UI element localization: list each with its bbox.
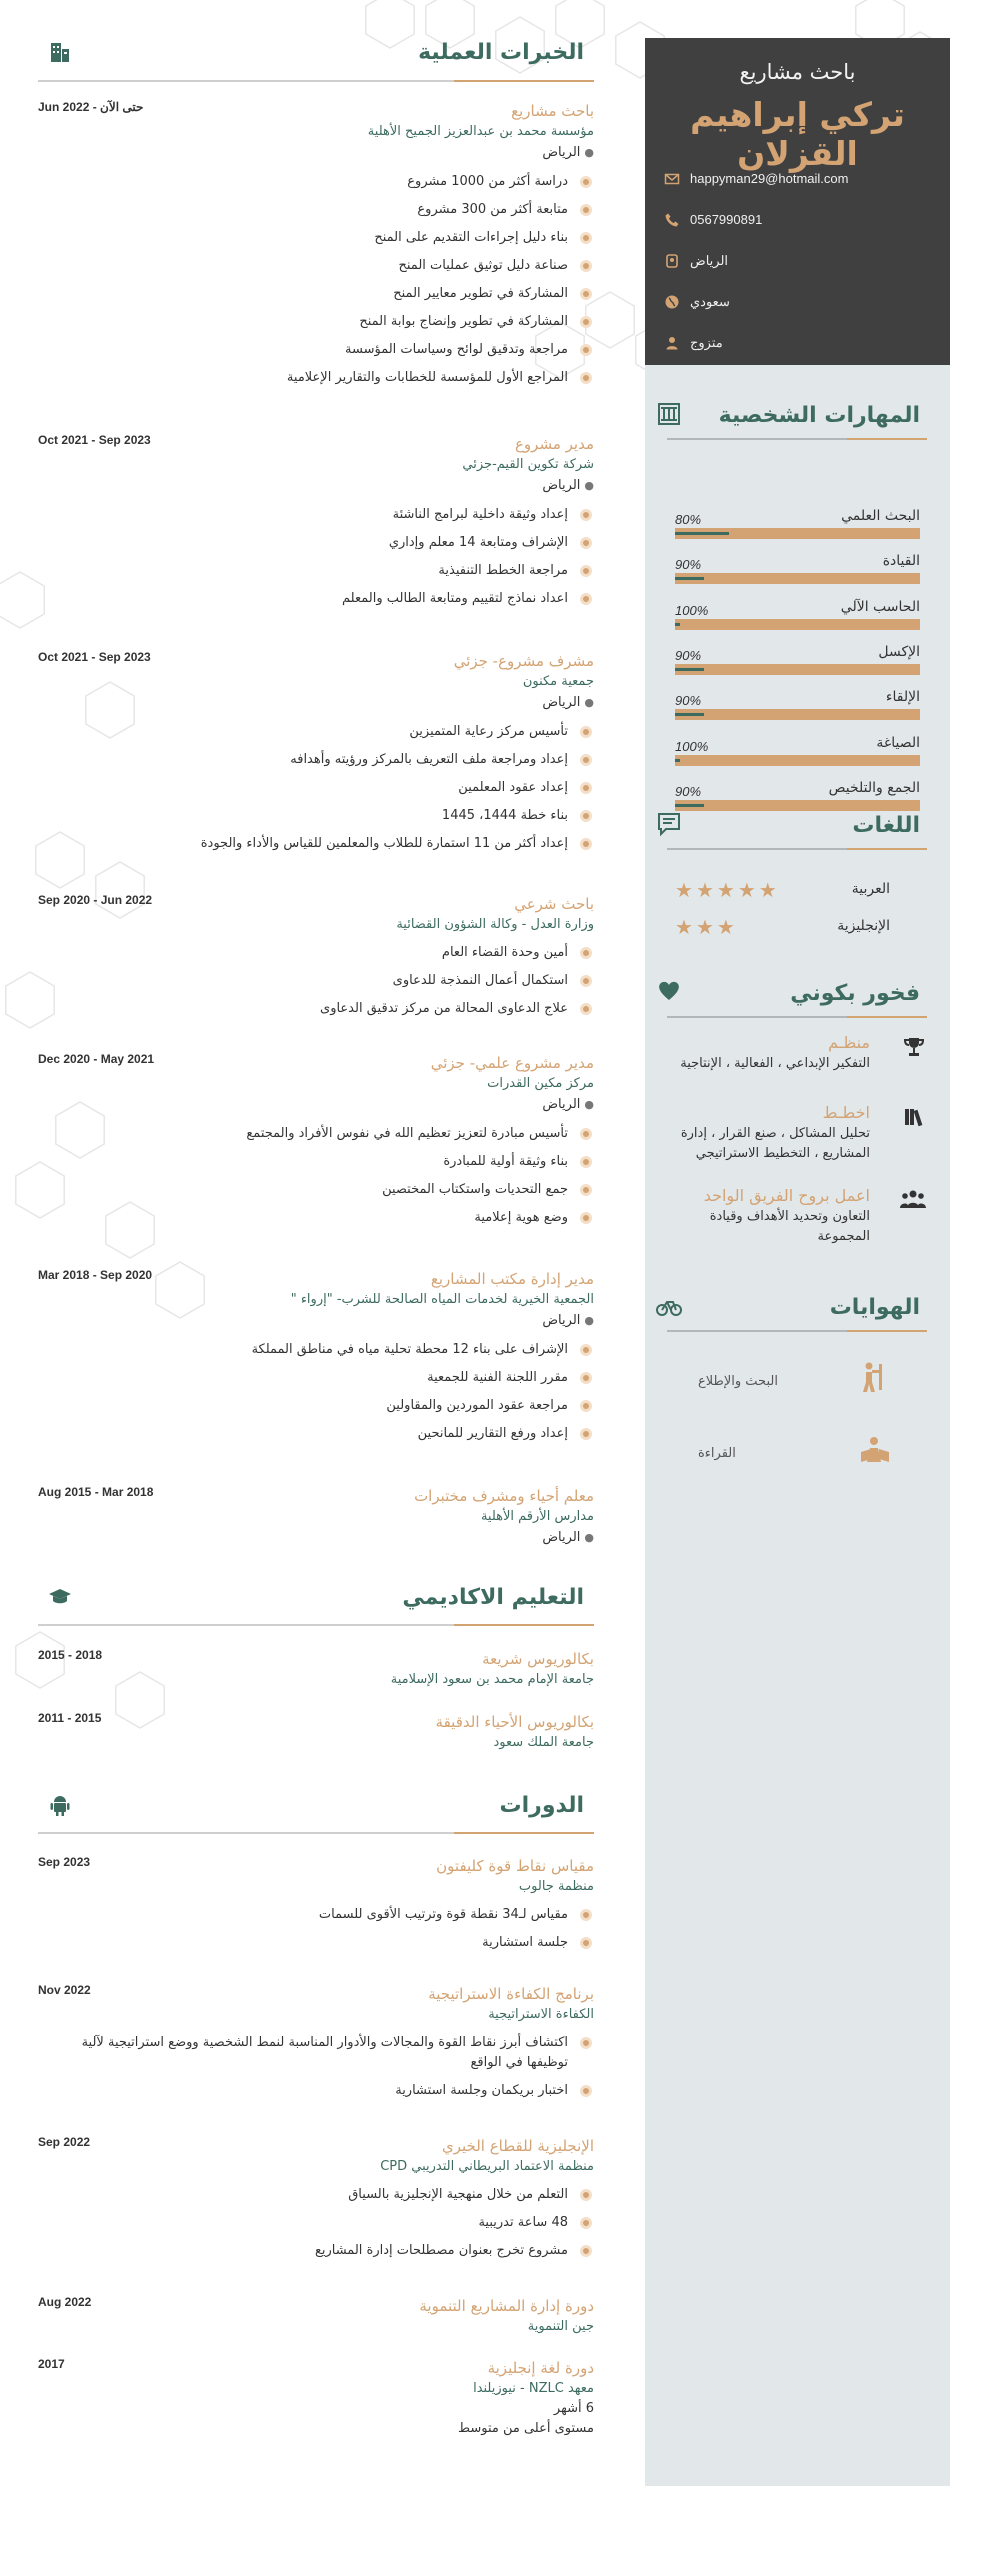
bullet-dot-icon — [580, 2037, 592, 2049]
hobbies-rule — [667, 1330, 927, 1332]
skill-bar-fill — [675, 713, 704, 716]
bullet-dot-icon — [580, 810, 592, 822]
contact-location-text: الرياض — [690, 252, 729, 268]
bullet-item — [38, 2081, 594, 2101]
contact-nationality — [664, 281, 934, 322]
star-icon: ★ — [716, 878, 738, 902]
star-icon — [738, 915, 759, 939]
education-entry — [38, 1711, 594, 1753]
bullet-dot-icon — [580, 782, 592, 794]
experience-title: الخبرات العملية — [418, 40, 584, 65]
contact-email-text: happyman29@hotmail.com — [690, 171, 849, 186]
bullet-dot-icon — [580, 316, 592, 328]
bullet-item — [38, 1905, 594, 1925]
bullet-text: اعداد نماذج لتقييم ومتابعة الطالب والمعلم — [342, 591, 568, 606]
heart-icon — [655, 976, 683, 1004]
bullet-text: مراجعة وتدقيق لوائح وسياسات المؤسسة — [345, 342, 568, 357]
bullet-text: مراجعة عقود الموردين والمقاولين — [386, 1398, 568, 1413]
bullet-dot-icon — [580, 754, 592, 766]
contact-phone[interactable] — [664, 199, 934, 240]
skill-bar-fill — [675, 577, 704, 580]
bullet-list — [38, 172, 594, 388]
language-label: الإنجليزية — [837, 918, 890, 934]
buildings-icon — [48, 40, 72, 64]
bullet-item — [38, 971, 594, 991]
entry-title: دورة لغة إنجليزية — [487, 2359, 594, 2377]
bullet-text: أمين وحدة القضاء العام — [441, 945, 568, 960]
pride-item-desc: التفكير الإبداعي ، الفعالية ، الإنتاجية — [680, 1056, 870, 1071]
bullet-dot-icon — [580, 2189, 592, 2201]
hexagon-shape — [366, 0, 414, 48]
bullet-item — [38, 999, 594, 1019]
bullet-dot-icon — [580, 232, 592, 244]
bullet-text: مقياس لـ34 نقطة قوة وترتيب الأقوى للسمات — [318, 1907, 568, 1922]
bullet-text: صناعة دليل توثيق عمليات المنح — [398, 258, 568, 273]
bullet-text: اكتشاف أبرز نقاط القوة والمجالات والأدوار المناسبة لنمط الشخصية ووضع استراتيجية لآلية توظيفها في الواقع — [81, 2035, 568, 2070]
bullet-dot-icon — [580, 2245, 592, 2257]
entry-location — [38, 142, 594, 164]
bullet-list — [38, 2185, 594, 2261]
bullet-dot-icon — [580, 1156, 592, 1168]
skill-bar-track — [675, 664, 920, 675]
bullet-list — [38, 505, 594, 609]
education-rule — [38, 1624, 594, 1626]
pride-item-organized — [670, 1033, 870, 1074]
bullet-item — [38, 1396, 594, 1416]
bullet-text: استكمال أعمال النمذجة للدعاوى — [392, 973, 568, 988]
course-entry — [38, 1855, 594, 1961]
bullet-item — [38, 1424, 594, 1444]
entry-organization: الكفاءة الاستراتيجية — [488, 2007, 594, 2022]
bullet-text: إعداد وثيقة داخلية لبرامج الناشئة — [392, 507, 568, 522]
entry-location-text: الرياض — [542, 478, 581, 493]
globe-icon — [664, 294, 680, 310]
search-person-icon — [857, 1360, 893, 1396]
star-icon — [759, 915, 780, 939]
bullet-text: التعلم من خلال منهجية الإنجليزية بالسياق — [348, 2187, 568, 2202]
bullet-item — [38, 1208, 594, 1228]
contact-marital-text: متزوج — [690, 334, 723, 350]
bullet-item — [38, 200, 594, 220]
skill-label: الجمع والتلخيص — [828, 780, 920, 796]
entry-date: Sep 2023 — [38, 1855, 91, 1869]
bullet-text: إعداد ومراجعة ملف التعريف بالمركز ورؤيته وأهدافه — [290, 752, 568, 767]
bullet-dot-icon — [580, 204, 592, 216]
star-icon: ★ — [695, 878, 717, 902]
entry-title: باحث شرعي — [514, 895, 594, 913]
bullet-item — [38, 284, 594, 304]
entry-organization: منظمة الاعتماد البريطاني التدريبي CPD — [380, 2159, 594, 2174]
experience-entry — [38, 650, 594, 862]
skill-bar-track — [675, 755, 920, 766]
bullet-text: بناء وثيقة أولية للمبادرة — [443, 1154, 568, 1169]
entry-location — [38, 1094, 594, 1116]
entry-date: Oct 2021 - Sep 2023 — [38, 650, 151, 664]
bullet-list — [38, 2033, 594, 2101]
hobby-item-reading: القراءة — [698, 1446, 736, 1461]
skill-label: القيادة — [882, 553, 920, 569]
entry-date: Dec 2020 - May 2021 — [38, 1052, 155, 1066]
skill-item — [675, 553, 920, 593]
entry-title: مدير مشروع علمي- جزئي — [430, 1054, 594, 1072]
entry-date: Jun 2022 - حتى الآن — [38, 100, 144, 114]
bullet-dot-icon — [580, 1937, 592, 1949]
bullet-text: بناء خطة 1444، 1445 — [441, 808, 568, 823]
bullet-item — [38, 722, 594, 742]
entry-date: 2011 - 2015 — [38, 1711, 102, 1725]
bullet-item — [38, 1340, 594, 1360]
entry-organization: الجمعية الخيرية لخدمات المياه الصالحة للشرب- "إرواء " — [290, 1292, 594, 1307]
bullet-item — [38, 256, 594, 276]
entry-title: مدير إدارة مكتب المشاريع — [430, 1270, 594, 1288]
skill-percent: 90% — [675, 557, 702, 572]
skill-bar-track — [675, 619, 920, 630]
bullet-item — [38, 561, 594, 581]
bullet-item — [38, 1124, 594, 1144]
bullet-text: جمع التحديات واستكتاب المختصين — [382, 1182, 568, 1197]
pin-icon: ● — [584, 1314, 594, 1327]
bullet-text: إعداد عقود المعلمين — [458, 780, 568, 795]
trophy-icon — [900, 1035, 926, 1061]
skill-bar-fill — [675, 623, 680, 626]
bullet-text: متابعة أكثر من 300 مشروع — [417, 202, 568, 217]
skill-percent: 90% — [675, 693, 702, 708]
team-icon — [900, 1188, 926, 1214]
bullet-item — [38, 806, 594, 826]
bullet-item — [38, 1933, 594, 1953]
pin-icon: ● — [584, 1098, 594, 1111]
entry-date: Aug 2022 — [38, 2295, 92, 2309]
bullet-item — [38, 834, 594, 854]
entry-organization: شركة تكوين القيم-جزئي — [462, 457, 594, 472]
bullet-text: مقرر اللجنة الفنية للجمعية — [427, 1370, 568, 1385]
entry-organization: جمعية مكنون — [522, 674, 594, 689]
skill-percent: 90% — [675, 784, 702, 799]
pride-item-title: اعمل بروح الفريق الواحد — [703, 1186, 870, 1205]
pride-item-teamwork — [670, 1186, 870, 1247]
bullet-text: بناء دليل إجراءات التقديم على المنح — [374, 230, 568, 245]
entry-location — [38, 1527, 594, 1549]
star-icon: ★ — [675, 915, 696, 939]
entry-date: Mar 2018 - Sep 2020 — [38, 1268, 153, 1282]
skill-item — [675, 508, 920, 548]
sidebar — [645, 38, 950, 2486]
skill-label: الإلقاء — [885, 689, 920, 705]
bullet-list — [38, 1340, 594, 1444]
entry-organization: جين التنموية — [527, 2319, 594, 2334]
bullet-text: المراجع الأول للمؤسسة للخطابات والتقارير الإعلامية — [286, 370, 568, 385]
bullet-dot-icon — [580, 947, 592, 959]
bullet-dot-icon — [580, 260, 592, 272]
bullet-item — [38, 750, 594, 770]
person-name: تركي إبراهيم القزلان — [690, 95, 905, 173]
bullet-text: إعداد ورفع التقارير للمانحين — [417, 1426, 568, 1441]
entry-date: Sep 2020 - Jun 2022 — [38, 893, 153, 907]
skills-title: المهارات الشخصية — [718, 403, 920, 428]
bullet-dot-icon — [580, 176, 592, 188]
contact-nationality-text: سعودي — [690, 293, 730, 309]
bullet-dot-icon — [580, 288, 592, 300]
skill-item — [675, 599, 920, 639]
hobbies-title: الهوايات — [829, 1295, 920, 1320]
bullet-dot-icon — [580, 1212, 592, 1224]
entry-detail: 6 أشهر — [553, 2401, 594, 2416]
experience-entry — [38, 893, 594, 1027]
android-icon — [48, 1793, 72, 1817]
bullet-text: وضع هوية إعلامية — [474, 1210, 568, 1225]
pride-item-planning — [670, 1103, 870, 1164]
star-icon: ★ — [758, 878, 780, 902]
bullet-list — [38, 722, 594, 854]
entry-organization: منظمة جالوب — [518, 1879, 594, 1894]
contact-email[interactable] — [664, 158, 934, 199]
experience-entry — [38, 1052, 594, 1236]
reading-icon — [857, 1432, 893, 1468]
entry-title: مدير مشروع — [514, 435, 594, 453]
entry-title: برنامج الكفاءة الاستراتيجية — [428, 1985, 594, 2003]
bullet-item — [38, 778, 594, 798]
graduation-cap-icon — [48, 1585, 72, 1609]
language-english — [675, 915, 920, 939]
bullet-text: مراجعة الخطط التنفيذية — [438, 563, 568, 578]
education-entry — [38, 1648, 594, 1690]
skill-percent: 100% — [675, 739, 709, 754]
skill-percent: 80% — [675, 512, 702, 527]
bullet-item — [38, 1368, 594, 1388]
bullet-dot-icon — [580, 344, 592, 356]
bullet-text: اختبار بريكمان وجلسة استشارية — [395, 2083, 568, 2098]
entry-location-text: الرياض — [542, 1097, 581, 1112]
language-label: العربية — [851, 881, 890, 897]
bullet-text: علاج الدعاوى المحالة من مركز تدقيق الدعاوى — [320, 1001, 568, 1016]
skill-bar-fill — [675, 668, 704, 671]
bullet-text: الإشراف ومتابعة 14 معلم وإداري — [388, 535, 568, 550]
phone-icon — [664, 212, 680, 228]
skill-label: الحاسب الآلي — [840, 599, 920, 615]
entry-title: بكالوريوس الأحياء الدقيقة — [435, 1713, 594, 1731]
entry-organization: جامعة الإمام محمد بن سعود الإسلامية — [390, 1672, 594, 1687]
bullet-item — [38, 312, 594, 332]
entry-title: دورة إدارة المشاريع التنموية — [419, 2297, 594, 2315]
skill-bar-track — [675, 800, 920, 811]
bullet-dot-icon — [580, 975, 592, 987]
skill-percent: 90% — [675, 648, 702, 663]
books-icon — [900, 1105, 926, 1131]
bullet-dot-icon — [580, 1372, 592, 1384]
pin-icon: ● — [584, 479, 594, 492]
entry-organization: مدارس الأرقم الأهلية — [480, 1509, 594, 1524]
courses-rule — [38, 1832, 594, 1834]
email-icon — [664, 171, 680, 187]
bullet-text: دراسة أكثر من 1000 مشروع — [407, 174, 568, 189]
language-arabic — [675, 878, 920, 902]
bullet-text: تأسيس مركز رعاية المتميزين — [409, 724, 568, 739]
bullet-item — [38, 533, 594, 553]
bullet-item — [38, 2241, 594, 2261]
bullet-list — [38, 1905, 594, 1953]
skill-label: الصياغة — [876, 735, 920, 751]
course-entry — [38, 2135, 594, 2269]
experience-entry — [38, 1268, 594, 1452]
bullet-dot-icon — [580, 1428, 592, 1440]
languages-title: اللغات — [852, 813, 920, 838]
skill-bar-fill — [675, 532, 729, 535]
entry-location — [38, 475, 594, 497]
entry-date: 2015 - 2018 — [38, 1648, 103, 1662]
bullet-item — [38, 368, 594, 388]
course-entry — [38, 2357, 594, 2439]
skill-label: البحث العلمي — [841, 508, 920, 524]
language-stars — [675, 915, 780, 939]
course-entry — [38, 1983, 594, 2109]
bullet-dot-icon — [580, 1003, 592, 1015]
bullet-item — [38, 172, 594, 192]
bullet-item — [38, 2213, 594, 2233]
experience-rule — [38, 80, 594, 82]
skill-percent: 100% — [675, 603, 709, 618]
bullet-item — [38, 943, 594, 963]
hobby-item-research: البحث والإطلاع — [698, 1374, 778, 1389]
bullet-item — [38, 1152, 594, 1172]
bullet-dot-icon — [580, 2217, 592, 2229]
entry-organization: مؤسسة محمد بن عبدالعزيز الجميح الأهلية — [367, 124, 594, 139]
experience-entry — [38, 1485, 594, 1549]
contact-phone-text: 0567990891 — [690, 212, 763, 227]
entry-date: Sep 2022 — [38, 2135, 91, 2149]
entry-title: الإنجليزية للقطاع الخيري — [441, 2137, 594, 2155]
entry-location — [38, 1310, 594, 1332]
contact-list — [664, 158, 934, 363]
pin-icon: ● — [584, 1531, 594, 1544]
bullet-dot-icon — [580, 509, 592, 521]
skill-item — [675, 689, 920, 729]
bullet-item — [38, 2033, 594, 2073]
bullet-item — [38, 228, 594, 248]
bullet-dot-icon — [580, 537, 592, 549]
bullet-dot-icon — [580, 593, 592, 605]
entry-location-text: الرياض — [542, 695, 581, 710]
bullet-dot-icon — [580, 1909, 592, 1921]
entry-detail: مستوى أعلى من متوسط — [458, 2421, 594, 2436]
pride-item-title: اخطـط — [822, 1103, 870, 1122]
location-icon — [664, 253, 680, 269]
job-title: باحث مشاريع — [739, 60, 856, 84]
contact-location — [664, 240, 934, 281]
building-columns-icon — [655, 400, 683, 428]
bullet-list — [38, 1124, 594, 1228]
bullet-dot-icon — [580, 372, 592, 384]
skill-bar-fill — [675, 759, 680, 762]
entry-date: Oct 2021 - Sep 2023 — [38, 433, 151, 447]
pride-title: فخور بكوني — [790, 981, 920, 1006]
bullet-dot-icon — [580, 1128, 592, 1140]
bullet-item — [38, 2185, 594, 2205]
entry-date: 2017 — [38, 2357, 65, 2371]
star-icon: ★ — [675, 878, 696, 902]
bullet-dot-icon — [580, 838, 592, 850]
contact-marital — [664, 322, 934, 363]
skill-bar-fill — [675, 804, 704, 807]
bicycle-icon — [655, 1292, 683, 1320]
bullet-dot-icon — [580, 1344, 592, 1356]
bullet-text: جلسة استشارية — [482, 1935, 568, 1950]
bullet-item — [38, 589, 594, 609]
languages-rule — [667, 848, 927, 850]
profile-header — [645, 38, 950, 365]
pride-item-desc: التعاون وتحديد الأهداف وقيادة المجموعة — [709, 1209, 870, 1244]
skill-item — [675, 644, 920, 684]
pin-icon: ● — [584, 696, 594, 709]
pride-rule — [667, 1016, 927, 1018]
entry-organization: وزارة العدل - وكالة الشؤون القضائية — [396, 917, 594, 932]
bullet-list — [38, 943, 594, 1019]
skill-bar-track — [675, 709, 920, 720]
pin-icon: ● — [584, 146, 594, 159]
bullet-text: إعداد أكثر من 11 استمارة للطلاب والمعلمين للقياس والأداء والجودة — [200, 836, 568, 851]
pride-item-title: منظـم — [828, 1033, 870, 1052]
courses-title: الدورات — [499, 1793, 584, 1818]
entry-organization: مركز مكين القدرات — [487, 1076, 594, 1091]
entry-location-text: الرياض — [542, 145, 581, 160]
bullet-dot-icon — [580, 1400, 592, 1412]
entry-location — [38, 692, 594, 714]
star-icon: ★ — [695, 915, 717, 939]
entry-title: مشرف مشروع- جزئي — [453, 652, 594, 670]
bullet-text: تأسيس مبادرة لتعزيز تعظيم الله في نفوس الأفراد والمجتمع — [246, 1126, 568, 1141]
entry-location-text: الرياض — [542, 1530, 581, 1545]
entry-organization: معهد NZLC - نيوزيلندا — [473, 2381, 594, 2396]
course-entry — [38, 2295, 594, 2337]
entry-title: معلم أحياء ومشرف مختبرات — [414, 1487, 594, 1505]
education-title: التعليم الاكاديمي — [402, 1585, 584, 1610]
person-icon — [664, 335, 680, 351]
bullet-item — [38, 340, 594, 360]
language-stars — [675, 878, 780, 902]
skill-label: الإكسل — [878, 644, 920, 660]
skill-bar-track — [675, 573, 920, 584]
star-icon: ★ — [716, 915, 738, 939]
bullet-dot-icon — [580, 726, 592, 738]
bullet-dot-icon — [580, 2085, 592, 2097]
bullet-text: الإشراف على بناء 12 محطة تحلية مياه في مناطق المملكة — [251, 1342, 568, 1357]
bullet-dot-icon — [580, 1184, 592, 1196]
entry-title: مقياس نقاط قوة كليفتون — [436, 1857, 594, 1875]
skill-item — [675, 735, 920, 775]
bullet-text: مشروع تخرج بعنوان مصطلحات إدارة المشاريع — [314, 2243, 568, 2258]
chat-icon — [655, 810, 683, 838]
bullet-item — [38, 505, 594, 525]
experience-entry — [38, 100, 594, 396]
entry-organization: جامعة الملك سعود — [493, 1735, 594, 1750]
star-icon: ★ — [737, 878, 759, 902]
skills-rule — [667, 438, 927, 440]
bullet-dot-icon — [580, 565, 592, 577]
entry-date: Aug 2015 - Mar 2018 — [38, 1485, 154, 1499]
entry-title: باحث مشاريع — [511, 102, 594, 120]
bullet-text: 48 ساعة تدريبية — [478, 2215, 568, 2230]
pride-item-desc: تحليل المشاكل ، صنع القرار ، إدارة المشاريع ، التخطيط الاستراتيجي — [680, 1126, 870, 1161]
bullet-text: المشاركة في تطوير وإنضاج بوابة المنح — [359, 314, 568, 329]
bullet-text: المشاركة في تطوير معايير المنح — [393, 286, 568, 301]
bullet-item — [38, 1180, 594, 1200]
entry-location-text: الرياض — [542, 1313, 581, 1328]
entry-date: Nov 2022 — [38, 1983, 91, 1997]
experience-entry — [38, 433, 594, 617]
entry-title: بكالوريوس شريعة — [482, 1650, 594, 1668]
